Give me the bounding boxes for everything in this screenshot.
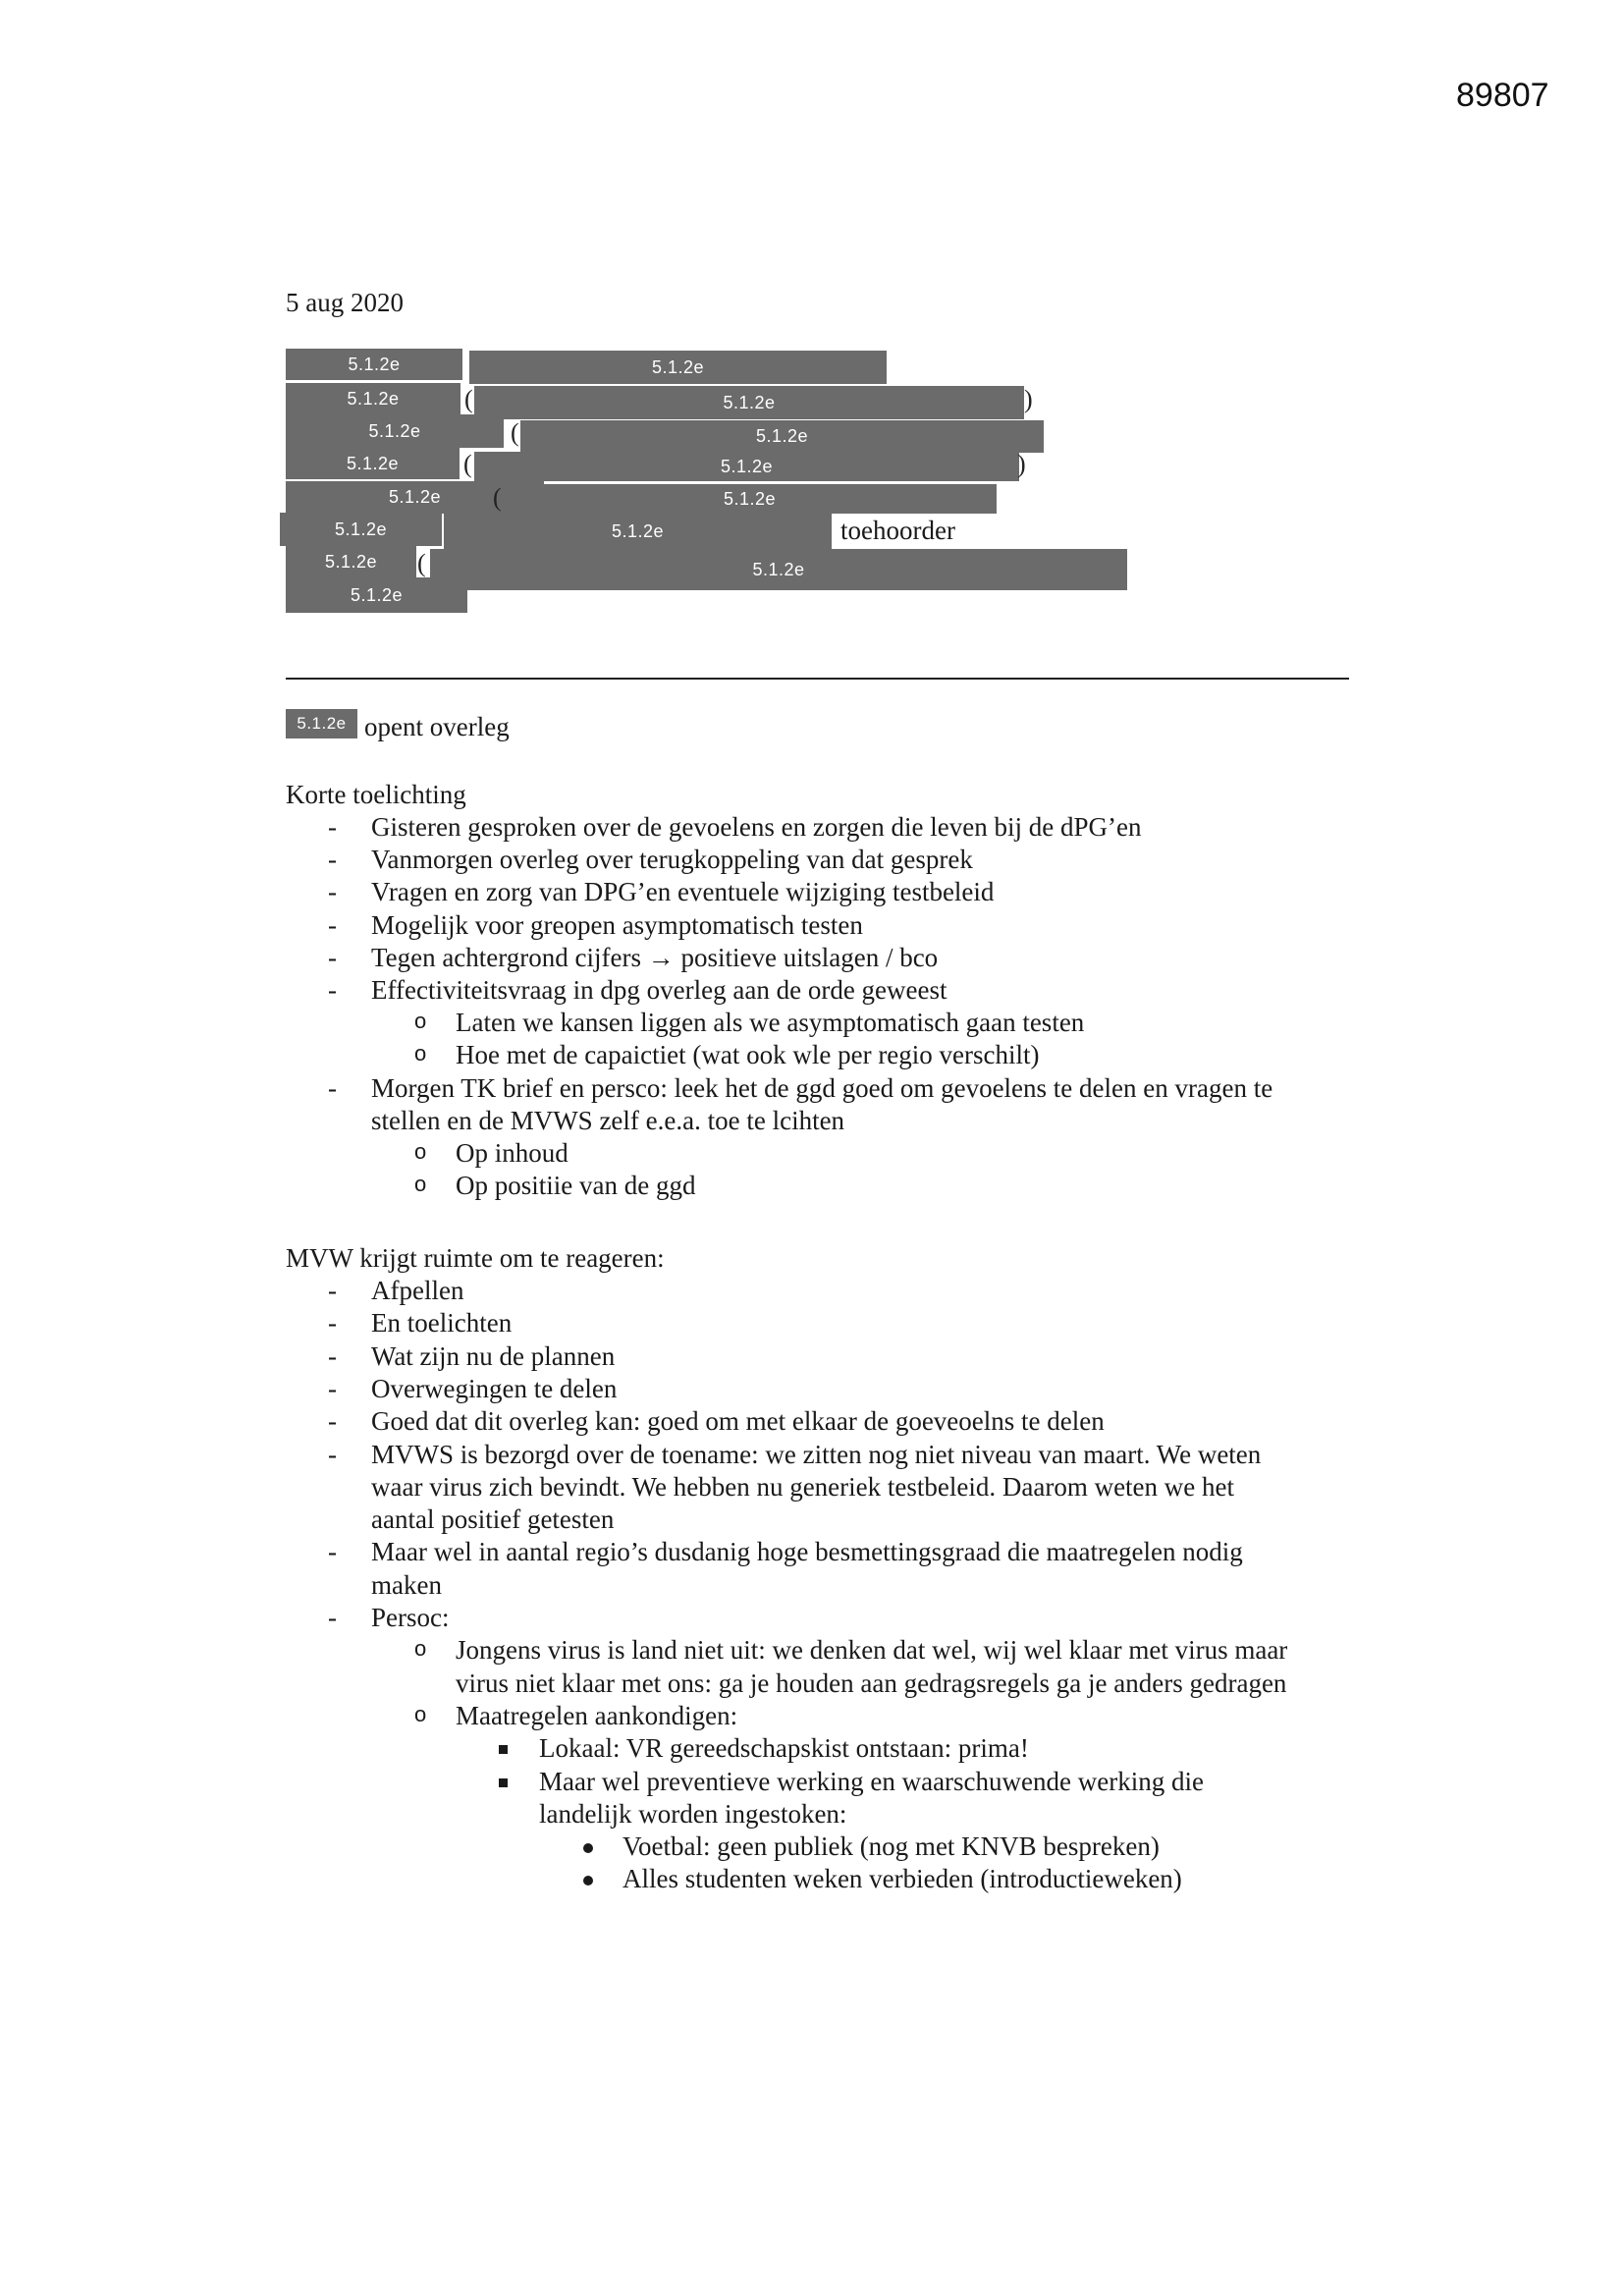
redacted-name: 5.1.2e	[286, 577, 467, 613]
list-item: Persoc:	[371, 1603, 450, 1632]
dash-bullet: -	[328, 812, 337, 842]
circle-bullet: o	[414, 1636, 427, 1662]
redacted-role: 5.1.2e	[520, 420, 1044, 453]
circle-bullet: o	[414, 1139, 427, 1164]
dash-bullet: -	[328, 1072, 337, 1103]
dot-bullet	[583, 1876, 593, 1886]
redacted-name: 5.1.2e	[286, 383, 460, 414]
dash-bullet: -	[328, 845, 337, 875]
list-item: Tegen achtergrond cijfers → positieve uitslagen / bco	[371, 942, 939, 972]
list-item: MVWS is bezorgd over de toename: we zitten nog niet niveau van maart. We weten	[371, 1439, 1262, 1469]
dash-bullet: -	[328, 1439, 337, 1469]
dash-bullet: -	[328, 1276, 337, 1305]
dash-bullet: -	[328, 1340, 337, 1371]
redacted-role: 5.1.2e	[430, 549, 1127, 590]
opener-text: opent overleg	[364, 712, 510, 741]
redacted-name: 5.1.2e	[286, 448, 460, 479]
list-item: Op inhoud	[456, 1138, 568, 1168]
list-item: aantal positief getesten	[371, 1504, 615, 1535]
list-item: Laten we kansen liggen als we asymptomatisch gaan testen	[456, 1008, 1085, 1038]
dash-bullet: -	[328, 1537, 337, 1567]
dash-bullet: -	[328, 1373, 337, 1403]
redacted-name: 5.1.2e	[286, 414, 504, 448]
dash-bullet: -	[328, 975, 337, 1005]
redacted-name: 5.1.2e	[286, 481, 544, 514]
list-item: Overwegingen te delen	[371, 1373, 618, 1403]
close-paren: )	[1024, 385, 1033, 413]
list-item: landelijk worden ingestoken:	[539, 1798, 847, 1829]
open-paren: (	[493, 483, 502, 512]
list-item: Gisteren gesproken over de gevoelens en zorgen die leven bij de dPG’en	[371, 812, 1142, 842]
list-item: Alles studenten weken verbieden (introductieweken)	[623, 1864, 1182, 1894]
close-paren: )	[1017, 450, 1026, 478]
list-item: Hoe met de capaictiet (wat ook wle per regio verschilt)	[456, 1040, 1040, 1070]
redacted-role: 5.1.2e	[469, 351, 887, 384]
open-paren: (	[464, 385, 473, 413]
list-item: Afpellen	[371, 1276, 464, 1305]
square-bullet	[499, 1745, 508, 1754]
dash-bullet: -	[328, 1308, 337, 1339]
dash-bullet: -	[328, 942, 337, 972]
dash-bullet: -	[328, 1406, 337, 1437]
list-item: maken	[371, 1569, 442, 1600]
circle-bullet: o	[414, 1701, 427, 1726]
list-item: Goed dat dit overleg kan: goed om met elkaar de goeveoelns te delen	[371, 1406, 1105, 1437]
document-id: 89807	[1456, 77, 1549, 114]
circle-bullet: o	[414, 1172, 427, 1197]
redacted-role: 5.1.2e	[444, 514, 832, 550]
section-heading: MVW krijgt ruimte om te reageren:	[286, 1243, 665, 1273]
attendee-suffix: toehoorder	[840, 516, 955, 545]
square-bullet	[499, 1778, 508, 1787]
list-item: Mogelijk voor greopen asymptomatisch testen	[371, 909, 863, 940]
list-item: Vanmorgen overleg over terugkoppeling van dat gesprek	[371, 845, 973, 875]
list-item: Jongens virus is land niet uit: we denken dat wel, wij wel klaar met virus maar	[456, 1635, 1288, 1666]
redacted-name: 5.1.2e	[280, 513, 442, 546]
circle-bullet: o	[414, 1041, 427, 1066]
list-item: Maar wel preventieve werking en waarschuwende werking die	[539, 1766, 1204, 1796]
dash-bullet: -	[328, 909, 337, 940]
dash-bullet: -	[328, 1603, 337, 1632]
circle-bullet: o	[414, 1009, 427, 1034]
redacted-name: 5.1.2e	[286, 349, 462, 380]
list-item: virus niet klaar met ons: ga je houden aan gedragsregels ga je anders gedragen	[456, 1667, 1287, 1698]
list-item: En toelichten	[371, 1308, 513, 1339]
list-item: Maar wel in aantal regio’s dusdanig hoge besmettingsgraad die maatregelen nodig	[371, 1537, 1243, 1567]
list-item: Voetbal: geen publiek (nog met KNVB bespreken)	[623, 1831, 1160, 1862]
list-item: Lokaal: VR gereedschapskist ontstaan: prima!	[539, 1733, 1029, 1764]
redacted-role: 5.1.2e	[474, 386, 1024, 419]
redacted-role: 5.1.2e	[503, 484, 997, 514]
section-heading: Korte toelichting	[286, 780, 466, 809]
open-paren: (	[463, 450, 472, 478]
list-item: Op positiie van de ggd	[456, 1171, 696, 1201]
list-item: Effectiviteitsvraag in dpg overleg aan de orde geweest	[371, 975, 947, 1005]
redacted-role: 5.1.2e	[474, 452, 1019, 481]
list-item: waar virus zich bevindt. We hebben nu generiek testbeleid. Daarom weten we het	[371, 1471, 1235, 1502]
dash-bullet: -	[328, 877, 337, 907]
list-item: Maatregelen aankondigen:	[456, 1700, 738, 1730]
list-item: Wat zijn nu de plannen	[371, 1340, 616, 1371]
divider-line	[286, 678, 1349, 680]
redacted-chair: 5.1.2e	[286, 709, 357, 738]
open-paren: (	[417, 549, 426, 577]
list-item: Vragen en zorg van DPG’en eventuele wijziging testbeleid	[371, 877, 995, 907]
open-paren: (	[511, 418, 519, 447]
meeting-date: 5 aug 2020	[286, 288, 404, 317]
redacted-name: 5.1.2e	[286, 545, 416, 578]
list-item: stellen en de MVWS zelf e.e.a. toe te lcihten	[371, 1105, 845, 1135]
dot-bullet	[583, 1843, 593, 1853]
list-item: Morgen TK brief en persco: leek het de ggd goed om gevoelens te delen en vragen te	[371, 1072, 1273, 1103]
